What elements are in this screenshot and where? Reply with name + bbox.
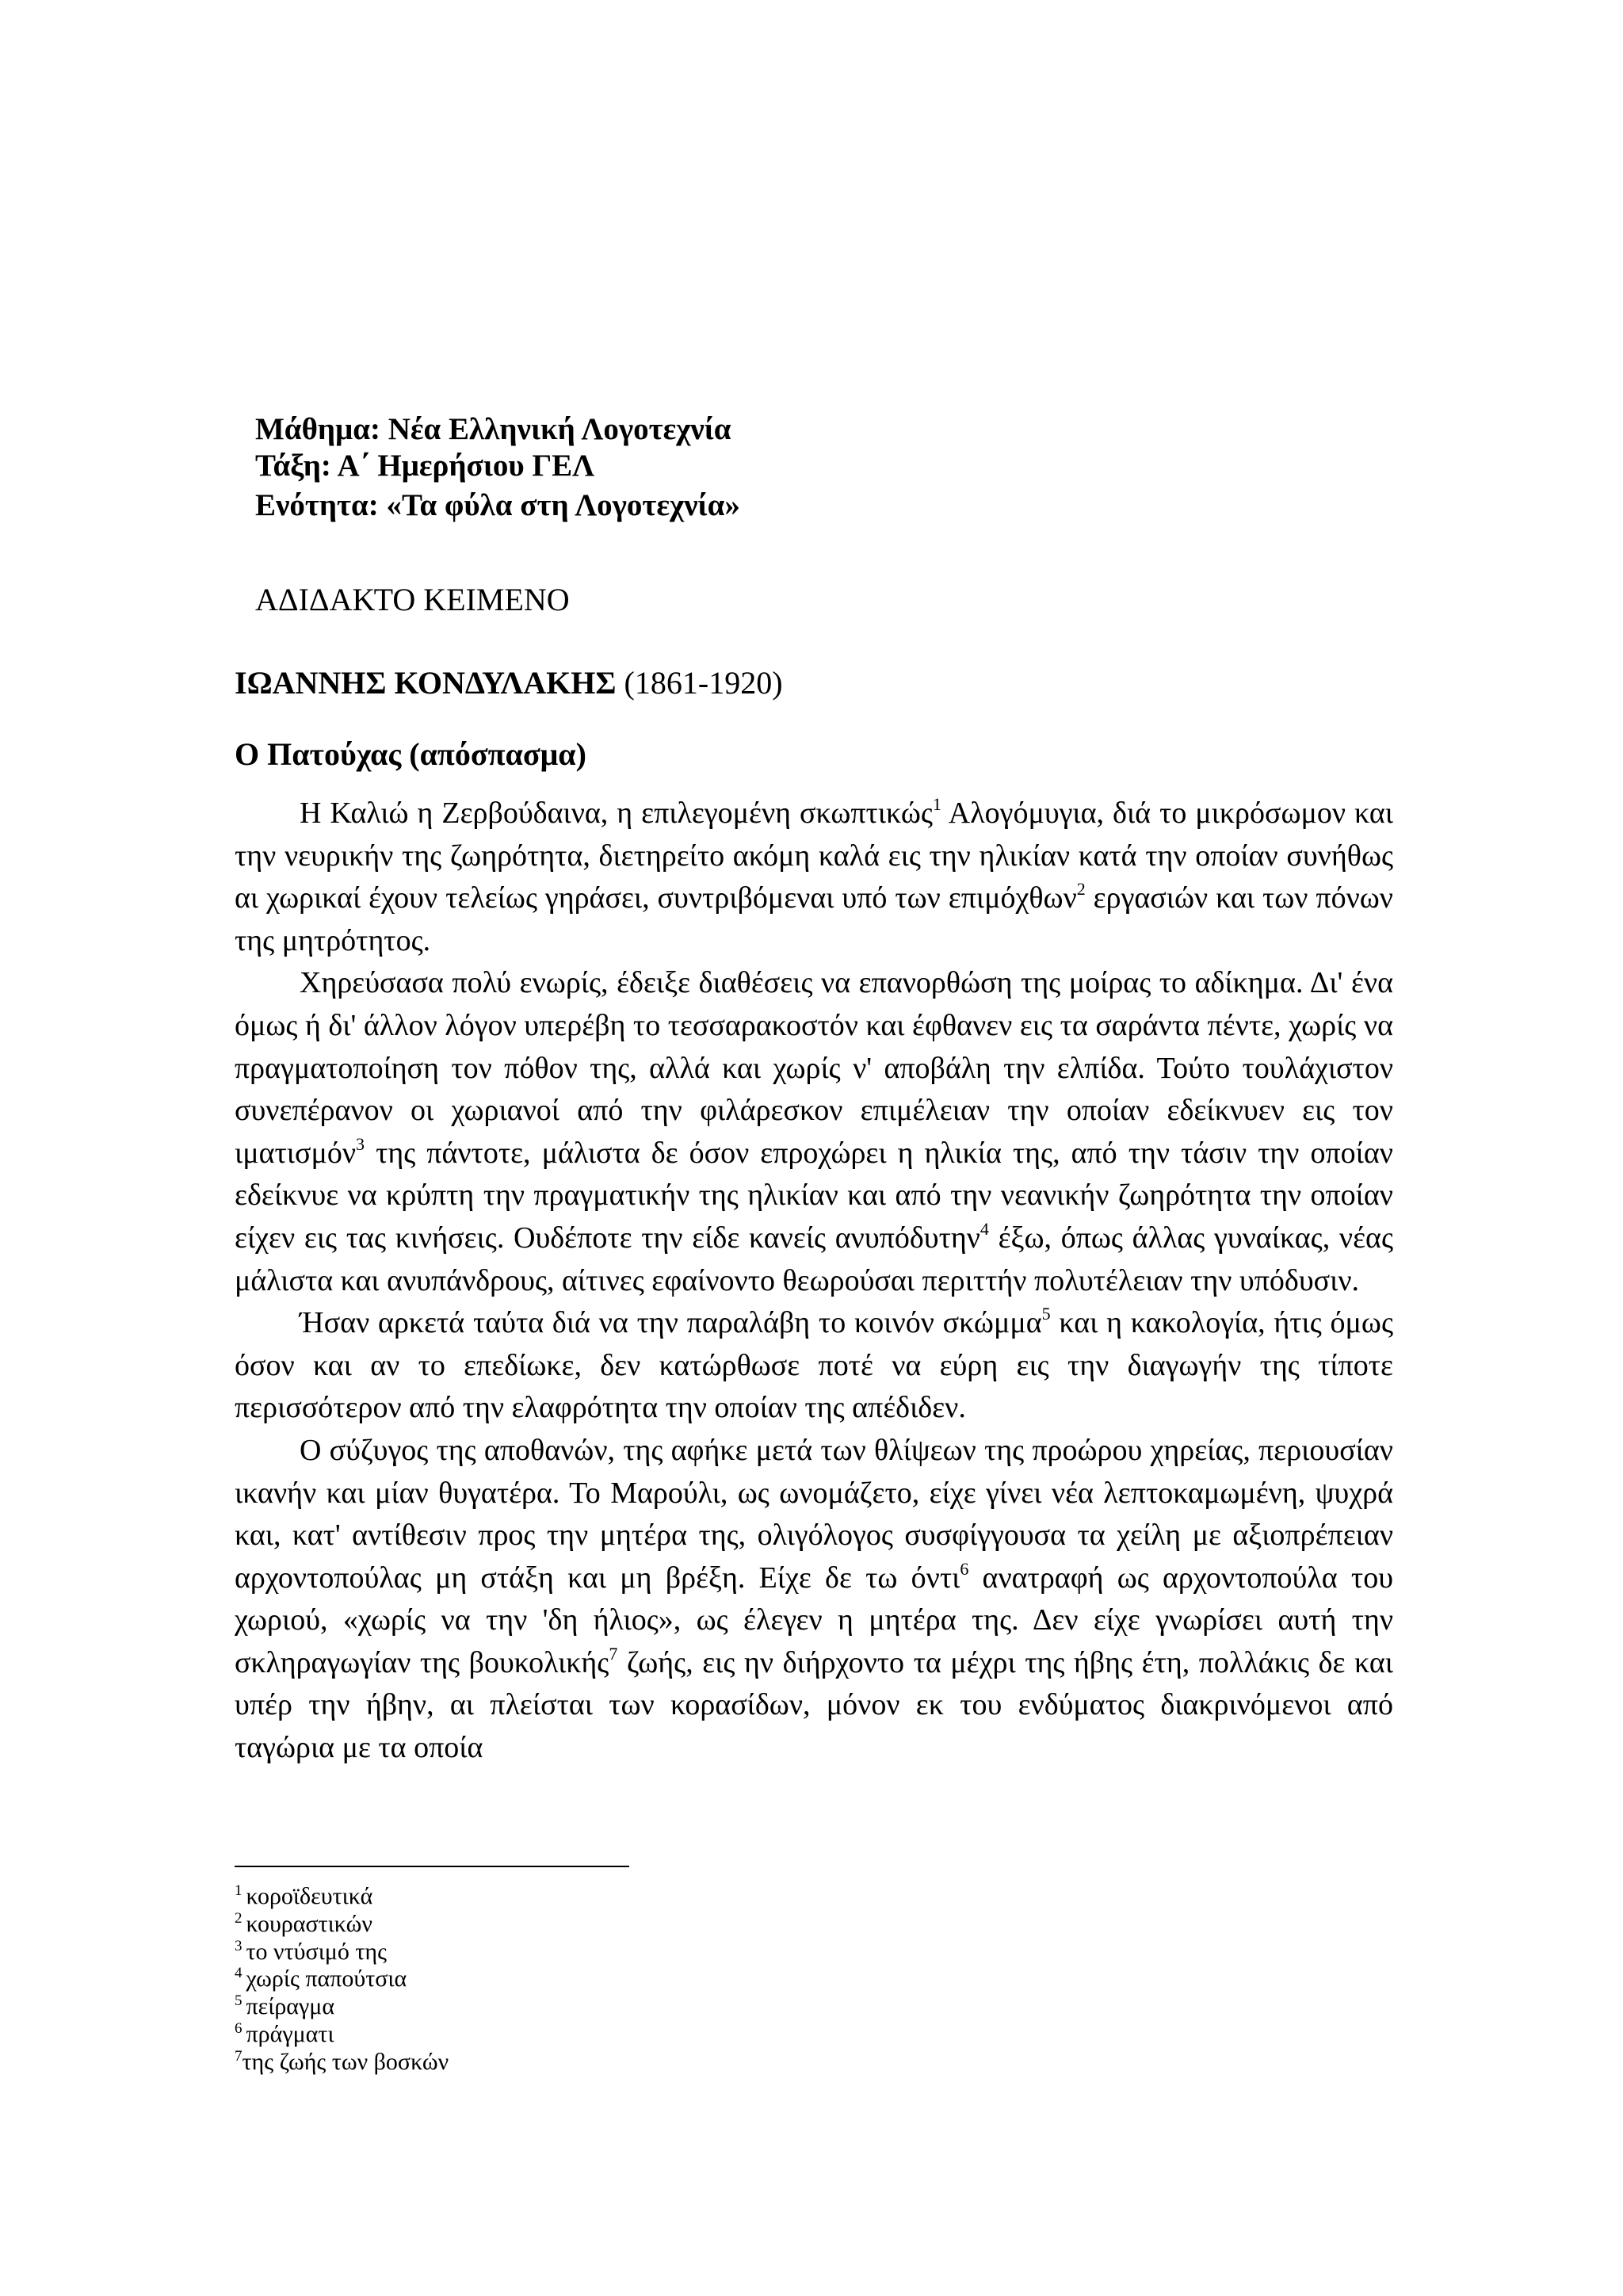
text-run: Χηρεύσασα πολύ ενωρίς, έδειξε διαθέσεις να επανορθώση της μοίρας το αδίκημα. Δι' ένα όμως ή δι' άλλον λόγον υπερέβη το τεσσαρακοστόν και έφθανεν εις τα σαράντα πέντε, χωρίς να πραγματοποίηση τον πόθον της, αλλά και χωρίς ν' αποβάλη την ελπίδα. Τούτο τουλάχιστον συνεπέρανον οι χωριανοί από την φιλάρεσκον επιμέλειαν την οποίαν εδείκνυεν εις τον ιματισμόν [235,966,1393,1170]
subject-heading: Μάθημα: Νέα Ελληνική Λογοτεχνία [255,412,731,446]
author-name: ΙΩΑΝΝΗΣ ΚΟΝΔΥΛΑΚΗΣ [235,665,617,701]
work-title: Ο Πατούχας (απόσπασμα) [235,736,586,772]
footnote-number: 4 [235,1965,242,1982]
footnote [235,1883,449,1911]
paragraph [235,1302,1393,1430]
footnote-number: 6 [235,2019,242,2037]
text-run: της πάντοτε, μάλιστα δε όσον επροχώρει η ηλικία της, από την τάσιν την οποίαν εδείκνυε να κρύπτη την πραγματικήν της ηλικίαν και από την νεανικήν ζωηρότητα την οποίαν είχεν εις τας κινήσεις. Ουδέποτε την είδε κανείς ανυπόδυτην [235,1136,1393,1255]
text-run: Αλογόμυγια, διά το μικρόσωμον και την νευρικήν της ζωηρότητα, διετηρείτο ακόμη καλά εις την ηλικίαν κατά την οποίαν συνήθως αι χωρικαί έχουν τελείως γηράσει, συντριβόμεναι υπό των επιμόχθων [235,797,1393,915]
footnote-ref: 4 [980,1218,989,1239]
footnote-number: 2 [235,1909,242,1927]
author-line [235,664,783,702]
footnotes [235,1883,449,2076]
footnote-separator [235,1866,629,1867]
text-run: Ο σύζυγος της αποθανών, της αφήκε μετά των θλίψεων της προώρου χηρείας, περιουσίαν ικανήν και μίαν θυγατέρα. Το Μαρούλι, ως ωνομάζετο, είχε γίνει νέα λεπτοκαμωμένη, ψυχρά και, κατ' αντίθεσιν προς την μητέρα της, ολιγόλογος συσφίγγουσα τα χείλη με αξιοπρέπειαν αρχοντοπούλας μη στάξη και μη βρέξη. Είχε δε τω όντι [235,1433,1393,1595]
unit-heading: Ενότητα: «Τα φύλα στη Λογοτεχνία» [255,488,740,522]
paragraph [235,793,1393,962]
footnote-text: το ντύσιμό της [246,1938,387,1965]
paragraph [235,962,1393,1302]
footnote-text: της ζωής των βοσκών [242,2048,449,2075]
footnote-ref: 7 [609,1643,618,1664]
footnote-ref: 1 [932,794,941,814]
class-heading: Τάξη: Α΄ Ημερήσιου ΓΕΛ [255,449,595,483]
footnote-ref: 6 [960,1558,969,1579]
footnote [235,1911,449,1939]
footnote-text: χωρίς παπούτσια [246,1966,407,1992]
text-run: ζωής, εις ην διήρχοντο τα μέχρι της ήβης έτη, πολλάκις δε και υπέρ την ήβην, αι πλείσται των κορασίδων, μόνον εκ του ενδύματος διακρινόμενοι από ταγώρια με τα οποία [235,1645,1393,1765]
footnote-text: κουραστικών [246,1910,372,1937]
footnote-text: κοροϊδευτικά [246,1883,373,1909]
footnote-text: πείραγμα [246,1993,335,2020]
footnote [235,1966,449,1993]
text-run: εργασιών και των πόνων της μητρότητος. [235,881,1393,957]
footnote-number: 5 [235,1992,242,2010]
text-run: Ήσαν αρκετά ταύτα διά να την παραλάβη το κοινόν σκώμμα [300,1306,1042,1340]
footnote [235,2049,449,2076]
footnote [235,2021,449,2049]
footnote [235,1993,449,2021]
text-run: και η κακολογία, ήτις όμως όσον και αν το επεδίωκε, δεν κατώρθωσε ποτέ να εύρη εις την διαγωγήν της τίποτε περισσότερον από την ελαφρότητα την οποίαν της απέδιδεν. [235,1306,1393,1425]
passage-text [235,793,1393,1770]
footnote-number: 1 [235,1882,242,1899]
footnote [235,1939,449,1966]
footnote-ref: 5 [1041,1304,1051,1324]
footnote-number: 3 [235,1937,242,1954]
footnote-number: 7 [235,2047,242,2065]
text-run: ανατραφή ως αρχοντοπούλα του χωριού, «χωρίς να την 'δη ήλιος», ως έλεγεν η μητέρα της. Δεν είχε γνωρίσει αυτή την σκληραγωγίαν της βουκολικής [235,1561,1394,1679]
text-run: Η Καλιώ η Ζερβούδαινα, η επιλεγομένη σκωπτικώς [300,797,933,830]
text-run: έξω, όπως άλλας γυναίκας, νέας μάλιστα και ανυπάνδρους, αίτινες εφαίνοντο θεωρούσαι περιττήν πολυτέλειαν την υπόδυσιν. [235,1221,1393,1297]
footnote-ref: 2 [1076,879,1086,900]
footnote-ref: 3 [356,1133,365,1154]
section-label: ΑΔΙΔΑΚΤΟ ΚΕΙΜΕΝΟ [255,582,570,617]
footnote-text: πράγματι [246,2020,334,2047]
paragraph [235,1430,1393,1770]
author-dates: (1861-1920) [616,665,783,701]
